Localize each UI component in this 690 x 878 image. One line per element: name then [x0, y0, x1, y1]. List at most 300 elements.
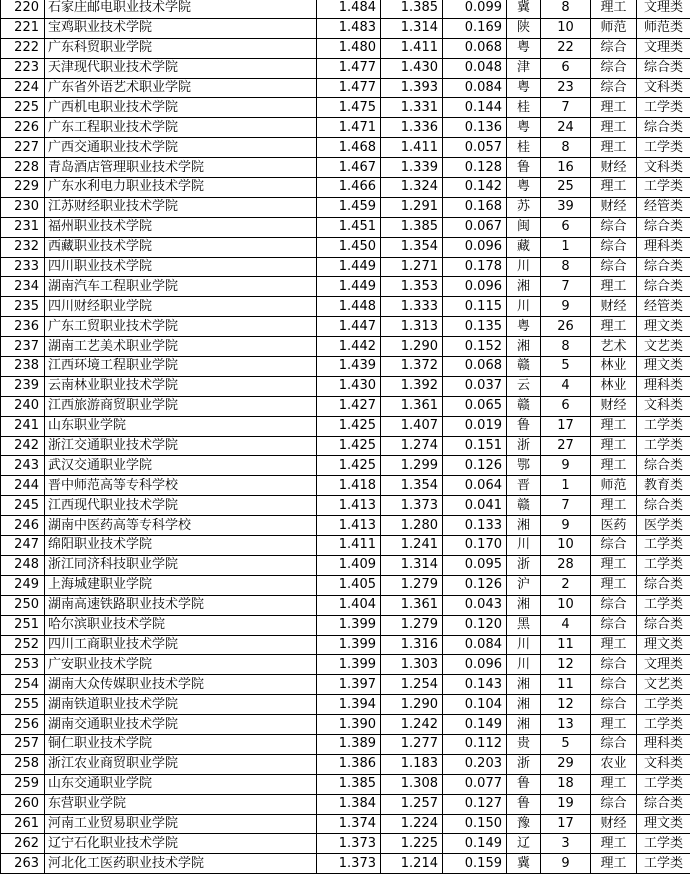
rank-cell: 249 — [1, 575, 45, 595]
rank-cell: 227 — [1, 138, 45, 158]
score-total-cell: 1.385 — [317, 774, 381, 794]
province-cell: 辽 — [507, 834, 541, 854]
table-row — [1, 436, 690, 456]
province-rank-cell: 11 — [541, 635, 591, 655]
score-total-cell: 1.448 — [317, 297, 381, 317]
school-name-cell: 福州职业技术学院 — [45, 217, 317, 237]
rank-cell: 256 — [1, 715, 45, 735]
table-row — [1, 734, 690, 754]
school-name-cell: 辽宁石化职业技术学院 — [45, 834, 317, 854]
score-total-cell: 1.467 — [317, 158, 381, 178]
province-cell: 川 — [507, 536, 541, 556]
province-cell: 粤 — [507, 178, 541, 198]
table-row — [1, 754, 690, 774]
score-a-cell: 1.336 — [381, 118, 443, 138]
province-rank-cell: 6 — [541, 58, 591, 78]
score-b-cell: 0.096 — [443, 237, 507, 257]
type-cell: 综合 — [591, 78, 637, 98]
school-name-cell: 广西机电职业技术学院 — [45, 98, 317, 118]
score-total-cell: 1.447 — [317, 317, 381, 337]
province-cell: 藏 — [507, 237, 541, 257]
category-cell: 工学类 — [637, 555, 690, 575]
category-cell: 综合类 — [637, 118, 690, 138]
province-rank-cell: 9 — [541, 297, 591, 317]
category-cell: 工学类 — [637, 416, 690, 436]
province-rank-cell: 7 — [541, 496, 591, 516]
rank-cell: 221 — [1, 18, 45, 38]
province-rank-cell: 10 — [541, 595, 591, 615]
school-name-cell: 宝鸡职业技术学院 — [45, 18, 317, 38]
province-cell: 苏 — [507, 197, 541, 217]
category-cell: 理文类 — [637, 317, 690, 337]
rank-cell: 224 — [1, 78, 45, 98]
province-rank-cell: 10 — [541, 536, 591, 556]
score-a-cell: 1.290 — [381, 695, 443, 715]
table-row — [1, 18, 690, 38]
province-cell: 川 — [507, 257, 541, 277]
rank-cell: 255 — [1, 695, 45, 715]
province-cell: 川 — [507, 635, 541, 655]
category-cell: 工学类 — [637, 138, 690, 158]
school-name-cell: 浙江农业商贸职业学院 — [45, 754, 317, 774]
score-total-cell: 1.483 — [317, 18, 381, 38]
type-cell: 综合 — [591, 58, 637, 78]
school-name-cell: 青岛酒店管理职业技术学院 — [45, 158, 317, 178]
school-name-cell: 广东工贸职业技术学院 — [45, 317, 317, 337]
type-cell: 理工 — [591, 178, 637, 198]
province-cell: 云 — [507, 376, 541, 396]
province-rank-cell: 4 — [541, 376, 591, 396]
score-a-cell: 1.407 — [381, 416, 443, 436]
score-total-cell: 1.442 — [317, 337, 381, 357]
rank-cell: 254 — [1, 675, 45, 695]
province-cell: 湘 — [507, 715, 541, 735]
category-cell: 理科类 — [637, 237, 690, 257]
score-a-cell: 1.183 — [381, 754, 443, 774]
score-b-cell: 0.104 — [443, 695, 507, 715]
table-row — [1, 237, 690, 257]
school-name-cell: 四川职业技术学院 — [45, 257, 317, 277]
table-row — [1, 58, 690, 78]
table-row — [1, 814, 690, 834]
table-row — [1, 774, 690, 794]
table-row — [1, 78, 690, 98]
province-cell: 粤 — [507, 38, 541, 58]
province-rank-cell: 18 — [541, 774, 591, 794]
type-cell: 综合 — [591, 794, 637, 814]
table-row — [1, 376, 690, 396]
score-b-cell: 0.068 — [443, 38, 507, 58]
province-cell: 赣 — [507, 496, 541, 516]
score-total-cell: 1.399 — [317, 655, 381, 675]
category-cell: 理文类 — [637, 357, 690, 377]
province-rank-cell: 5 — [541, 734, 591, 754]
score-total-cell: 1.374 — [317, 814, 381, 834]
province-cell: 粤 — [507, 317, 541, 337]
score-b-cell: 0.169 — [443, 18, 507, 38]
province-cell: 鄂 — [507, 456, 541, 476]
score-total-cell: 1.386 — [317, 754, 381, 774]
score-a-cell: 1.385 — [381, 217, 443, 237]
province-cell: 湘 — [507, 675, 541, 695]
score-total-cell: 1.418 — [317, 476, 381, 496]
province-cell: 津 — [507, 58, 541, 78]
school-name-cell: 江西环境工程职业学院 — [45, 357, 317, 377]
table-row — [1, 575, 690, 595]
province-rank-cell: 1 — [541, 476, 591, 496]
score-b-cell: 0.037 — [443, 376, 507, 396]
school-name-cell: 晋中师范高等专科学校 — [45, 476, 317, 496]
category-cell: 工学类 — [637, 436, 690, 456]
score-b-cell: 0.043 — [443, 595, 507, 615]
province-rank-cell: 19 — [541, 794, 591, 814]
type-cell: 综合 — [591, 257, 637, 277]
school-name-cell: 哈尔滨职业技术学院 — [45, 615, 317, 635]
school-name-cell: 湖南高速铁路职业技术学院 — [45, 595, 317, 615]
rank-cell: 250 — [1, 595, 45, 615]
province-rank-cell: 22 — [541, 38, 591, 58]
category-cell: 医学类 — [637, 516, 690, 536]
type-cell: 理工 — [591, 834, 637, 854]
rank-cell: 237 — [1, 337, 45, 357]
type-cell: 理工 — [591, 854, 637, 874]
table-row — [1, 416, 690, 436]
score-total-cell: 1.425 — [317, 456, 381, 476]
score-b-cell: 0.144 — [443, 98, 507, 118]
table-row — [1, 337, 690, 357]
category-cell: 综合类 — [637, 615, 690, 635]
province-cell: 湘 — [507, 695, 541, 715]
score-a-cell: 1.308 — [381, 774, 443, 794]
score-total-cell: 1.399 — [317, 635, 381, 655]
type-cell: 综合 — [591, 695, 637, 715]
type-cell: 综合 — [591, 38, 637, 58]
rank-cell: 233 — [1, 257, 45, 277]
score-total-cell: 1.430 — [317, 376, 381, 396]
score-a-cell: 1.241 — [381, 536, 443, 556]
type-cell: 财经 — [591, 158, 637, 178]
rank-cell: 220 — [1, 0, 45, 18]
category-cell: 理文类 — [637, 814, 690, 834]
score-a-cell: 1.324 — [381, 178, 443, 198]
score-b-cell: 0.152 — [443, 337, 507, 357]
score-total-cell: 1.477 — [317, 58, 381, 78]
province-cell: 川 — [507, 297, 541, 317]
score-b-cell: 0.096 — [443, 655, 507, 675]
score-b-cell: 0.151 — [443, 436, 507, 456]
school-name-cell: 江西旅游商贸职业学院 — [45, 396, 317, 416]
table-row — [1, 118, 690, 138]
province-cell: 湘 — [507, 516, 541, 536]
category-cell: 文艺类 — [637, 675, 690, 695]
score-total-cell: 1.475 — [317, 98, 381, 118]
province-rank-cell: 10 — [541, 18, 591, 38]
score-total-cell: 1.404 — [317, 595, 381, 615]
province-cell: 湘 — [507, 337, 541, 357]
rank-cell: 259 — [1, 774, 45, 794]
table-row — [1, 854, 690, 874]
type-cell: 理工 — [591, 774, 637, 794]
school-name-cell: 铜仁职业技术学院 — [45, 734, 317, 754]
table-row — [1, 675, 690, 695]
category-cell: 文艺类 — [637, 337, 690, 357]
type-cell: 医药 — [591, 516, 637, 536]
province-rank-cell: 26 — [541, 317, 591, 337]
category-cell: 工学类 — [637, 695, 690, 715]
score-a-cell: 1.316 — [381, 635, 443, 655]
school-name-cell: 广东水利电力职业技术学院 — [45, 178, 317, 198]
province-cell: 浙 — [507, 754, 541, 774]
score-total-cell: 1.466 — [317, 178, 381, 198]
score-total-cell: 1.413 — [317, 516, 381, 536]
score-a-cell: 1.339 — [381, 158, 443, 178]
table-row — [1, 536, 690, 556]
score-a-cell: 1.372 — [381, 357, 443, 377]
rank-cell: 245 — [1, 496, 45, 516]
table-row — [1, 655, 690, 675]
type-cell: 综合 — [591, 217, 637, 237]
score-total-cell: 1.411 — [317, 536, 381, 556]
category-cell: 文科类 — [637, 78, 690, 98]
province-rank-cell: 8 — [541, 257, 591, 277]
rank-cell: 235 — [1, 297, 45, 317]
score-total-cell: 1.477 — [317, 78, 381, 98]
score-total-cell: 1.425 — [317, 416, 381, 436]
table-body — [1, 0, 690, 874]
category-cell: 工学类 — [637, 178, 690, 198]
score-total-cell: 1.405 — [317, 575, 381, 595]
table-row — [1, 794, 690, 814]
score-b-cell: 0.126 — [443, 456, 507, 476]
score-b-cell: 0.068 — [443, 357, 507, 377]
type-cell: 艺术 — [591, 337, 637, 357]
province-cell: 粤 — [507, 78, 541, 98]
category-cell: 工学类 — [637, 774, 690, 794]
category-cell: 工学类 — [637, 595, 690, 615]
score-b-cell: 0.159 — [443, 854, 507, 874]
table-row — [1, 317, 690, 337]
province-rank-cell: 16 — [541, 158, 591, 178]
school-name-cell: 西藏职业技术学院 — [45, 237, 317, 257]
province-rank-cell: 12 — [541, 695, 591, 715]
province-cell: 桂 — [507, 98, 541, 118]
score-total-cell: 1.397 — [317, 675, 381, 695]
rank-cell: 262 — [1, 834, 45, 854]
province-rank-cell: 7 — [541, 98, 591, 118]
score-a-cell: 1.411 — [381, 138, 443, 158]
table-row — [1, 98, 690, 118]
score-a-cell: 1.299 — [381, 456, 443, 476]
table-row — [1, 178, 690, 198]
school-name-cell: 广西交通职业技术学院 — [45, 138, 317, 158]
score-a-cell: 1.353 — [381, 277, 443, 297]
score-a-cell: 1.392 — [381, 376, 443, 396]
province-rank-cell: 2 — [541, 575, 591, 595]
score-b-cell: 0.149 — [443, 715, 507, 735]
school-name-cell: 四川财经职业学院 — [45, 297, 317, 317]
score-b-cell: 0.150 — [443, 814, 507, 834]
rank-cell: 226 — [1, 118, 45, 138]
score-b-cell: 0.095 — [443, 555, 507, 575]
rank-cell: 229 — [1, 178, 45, 198]
category-cell: 文理类 — [637, 0, 690, 18]
province-rank-cell: 17 — [541, 416, 591, 436]
province-rank-cell: 23 — [541, 78, 591, 98]
rank-cell: 228 — [1, 158, 45, 178]
table-row — [1, 456, 690, 476]
school-name-cell: 上海城建职业学院 — [45, 575, 317, 595]
category-cell: 综合类 — [637, 456, 690, 476]
score-b-cell: 0.057 — [443, 138, 507, 158]
table-row — [1, 38, 690, 58]
score-a-cell: 1.373 — [381, 496, 443, 516]
table-row — [1, 158, 690, 178]
province-cell: 贵 — [507, 734, 541, 754]
rank-cell: 251 — [1, 615, 45, 635]
rank-cell: 246 — [1, 516, 45, 536]
category-cell: 文科类 — [637, 158, 690, 178]
school-name-cell: 河南工业贸易职业学院 — [45, 814, 317, 834]
table-row — [1, 0, 690, 18]
province-cell: 川 — [507, 655, 541, 675]
score-b-cell: 0.203 — [443, 754, 507, 774]
score-total-cell: 1.425 — [317, 436, 381, 456]
score-total-cell: 1.390 — [317, 715, 381, 735]
score-a-cell: 1.271 — [381, 257, 443, 277]
table-row — [1, 595, 690, 615]
category-cell: 综合类 — [637, 794, 690, 814]
score-b-cell: 0.115 — [443, 297, 507, 317]
score-total-cell: 1.471 — [317, 118, 381, 138]
type-cell: 师范 — [591, 476, 637, 496]
score-a-cell: 1.242 — [381, 715, 443, 735]
type-cell: 师范 — [591, 18, 637, 38]
province-cell: 晋 — [507, 476, 541, 496]
type-cell: 财经 — [591, 396, 637, 416]
score-total-cell: 1.373 — [317, 834, 381, 854]
category-cell: 理科类 — [637, 734, 690, 754]
table-row — [1, 695, 690, 715]
province-cell: 鲁 — [507, 416, 541, 436]
school-name-cell: 江西现代职业技术学院 — [45, 496, 317, 516]
province-cell: 赣 — [507, 357, 541, 377]
province-cell: 闽 — [507, 217, 541, 237]
type-cell: 理工 — [591, 555, 637, 575]
province-cell: 鲁 — [507, 158, 541, 178]
school-name-cell: 广安职业技术学院 — [45, 655, 317, 675]
type-cell: 综合 — [591, 595, 637, 615]
score-total-cell: 1.409 — [317, 555, 381, 575]
province-rank-cell: 8 — [541, 337, 591, 357]
province-cell: 湘 — [507, 277, 541, 297]
type-cell: 理工 — [591, 138, 637, 158]
score-total-cell: 1.468 — [317, 138, 381, 158]
rank-cell: 244 — [1, 476, 45, 496]
school-name-cell: 湖南铁道职业技术学院 — [45, 695, 317, 715]
score-a-cell: 1.333 — [381, 297, 443, 317]
category-cell: 理科类 — [637, 376, 690, 396]
school-name-cell: 绵阳职业技术学院 — [45, 536, 317, 556]
score-b-cell: 0.112 — [443, 734, 507, 754]
table-row — [1, 834, 690, 854]
category-cell: 工学类 — [637, 715, 690, 735]
province-rank-cell: 5 — [541, 357, 591, 377]
province-rank-cell: 27 — [541, 436, 591, 456]
school-name-cell: 东营职业学院 — [45, 794, 317, 814]
school-name-cell: 武汉交通职业学院 — [45, 456, 317, 476]
score-b-cell: 0.133 — [443, 516, 507, 536]
type-cell: 理工 — [591, 317, 637, 337]
score-a-cell: 1.279 — [381, 615, 443, 635]
score-b-cell: 0.143 — [443, 675, 507, 695]
score-total-cell: 1.449 — [317, 257, 381, 277]
score-b-cell: 0.077 — [443, 774, 507, 794]
province-rank-cell: 9 — [541, 456, 591, 476]
province-cell: 鲁 — [507, 794, 541, 814]
rank-cell: 240 — [1, 396, 45, 416]
score-a-cell: 1.225 — [381, 834, 443, 854]
table-row — [1, 197, 690, 217]
province-cell: 冀 — [507, 0, 541, 18]
rank-cell: 225 — [1, 98, 45, 118]
province-rank-cell: 4 — [541, 615, 591, 635]
score-a-cell: 1.224 — [381, 814, 443, 834]
province-cell: 冀 — [507, 854, 541, 874]
type-cell: 财经 — [591, 814, 637, 834]
province-rank-cell: 12 — [541, 655, 591, 675]
province-rank-cell: 28 — [541, 555, 591, 575]
score-total-cell: 1.450 — [317, 237, 381, 257]
province-rank-cell: 25 — [541, 178, 591, 198]
score-b-cell: 0.019 — [443, 416, 507, 436]
rank-cell: 242 — [1, 436, 45, 456]
category-cell: 教育类 — [637, 476, 690, 496]
school-name-cell: 云南林业职业技术学院 — [45, 376, 317, 396]
school-name-cell: 四川工商职业技术学院 — [45, 635, 317, 655]
score-a-cell: 1.430 — [381, 58, 443, 78]
province-cell: 豫 — [507, 814, 541, 834]
province-rank-cell: 9 — [541, 516, 591, 536]
score-a-cell: 1.274 — [381, 436, 443, 456]
score-a-cell: 1.361 — [381, 595, 443, 615]
type-cell: 林业 — [591, 376, 637, 396]
rank-cell: 260 — [1, 794, 45, 814]
school-name-cell: 广东省外语艺术职业学院 — [45, 78, 317, 98]
type-cell: 财经 — [591, 297, 637, 317]
school-name-cell: 湖南中医药高等专科学校 — [45, 516, 317, 536]
score-b-cell: 0.120 — [443, 615, 507, 635]
rank-cell: 222 — [1, 38, 45, 58]
rank-cell: 263 — [1, 854, 45, 874]
rank-cell: 241 — [1, 416, 45, 436]
province-cell: 粤 — [507, 118, 541, 138]
score-a-cell: 1.314 — [381, 18, 443, 38]
category-cell: 文理类 — [637, 38, 690, 58]
type-cell: 理工 — [591, 715, 637, 735]
score-a-cell: 1.277 — [381, 734, 443, 754]
category-cell: 工学类 — [637, 536, 690, 556]
table-row — [1, 277, 690, 297]
rank-cell: 247 — [1, 536, 45, 556]
category-cell: 文科类 — [637, 396, 690, 416]
table-row — [1, 715, 690, 735]
rank-cell: 261 — [1, 814, 45, 834]
province-cell: 沪 — [507, 575, 541, 595]
category-cell: 综合类 — [637, 575, 690, 595]
type-cell: 理工 — [591, 575, 637, 595]
school-name-cell: 石家庄邮电职业技术学院 — [45, 0, 317, 18]
category-cell: 综合类 — [637, 217, 690, 237]
